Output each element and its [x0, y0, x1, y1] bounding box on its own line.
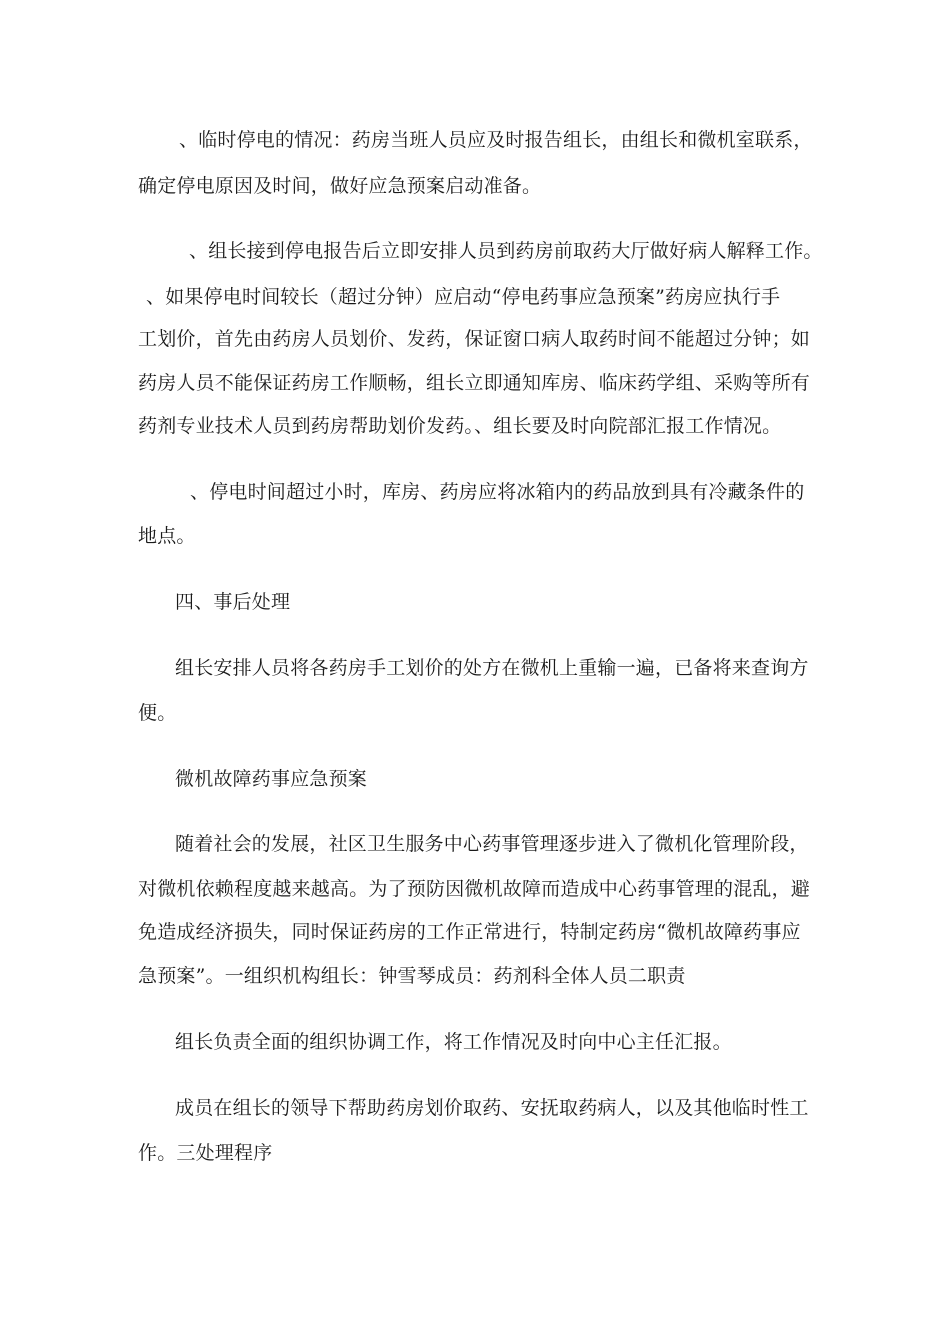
text-line: 组长负责全面的组织协调工作，将工作情况及时向中心主任汇报。 — [175, 1031, 732, 1053]
text-line: 免造成经济损失，同时保证药房的工作正常进行，特制定药房“微机故障药事应 — [138, 921, 801, 943]
text-line: 药剂专业技术人员到药房帮助划价发药。、组长要及时向院部汇报工作情况。 — [138, 415, 782, 437]
section-title: 微机故障药事应急预案 — [175, 768, 368, 790]
text-line: 随着社会的发展，社区卫生服务中心药事管理逐步进入了微机化管理阶段， — [175, 833, 809, 855]
text-line: 作。三处理程序 — [138, 1142, 273, 1164]
text-line: 组长安排人员将各药房手工划价的处方在微机上重输一遍，已备将来查询方 — [175, 657, 809, 679]
section-heading: 四、事后处理 — [175, 591, 291, 613]
text-line: 、临时停电的情况：药房当班人员应及时报告组长，由组长和微机室联系， — [179, 129, 813, 151]
text-line: 确定停电原因及时间，做好应急预案启动准备。 — [138, 175, 542, 197]
text-line: 、停电时间超过小时，库房、药房应将冰箱内的药品放到具有冷藏条件的 — [190, 481, 805, 503]
text-line: 、如果停电时间较长（超过分钟）应启动“停电药事应急预案”药房应执行手 — [146, 286, 781, 308]
text-line: 药房人员不能保证药房工作顺畅，组长立即通知库房、临床药学组、采购等所有 — [138, 372, 811, 394]
text-line: 地点。 — [138, 525, 196, 547]
text-line: 工划价，首先由药房人员划价、发药，保证窗口病人取药时间不能超过分钟；如 — [138, 328, 811, 350]
text-line: 急预案”。一组织机构组长：钟雪琴成员：药剂科全体人员二职责 — [138, 965, 686, 987]
text-line: 成员在组长的领导下帮助药房划价取药、安抚取药病人，以及其他临时性工 — [175, 1097, 809, 1119]
text-line: 便。 — [138, 702, 177, 724]
text-line: 对微机依赖程度越来越高。为了预防因微机故障而造成中心药事管理的混乱，避 — [138, 878, 811, 900]
text-line: 、组长接到停电报告后立即安排人员到药房前取药大厅做好病人解释工作。 — [189, 240, 823, 262]
